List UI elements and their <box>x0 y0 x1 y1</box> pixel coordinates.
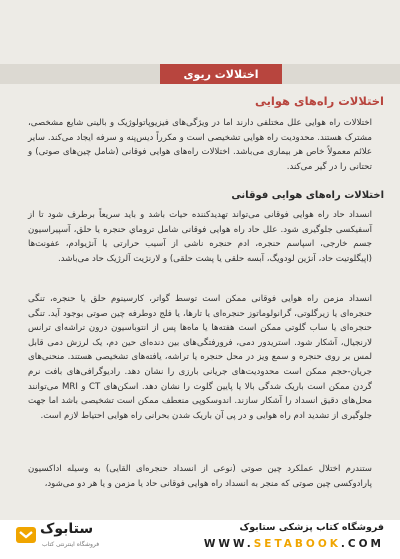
setabook-logo-icon <box>14 523 38 547</box>
paragraph-acute-obstruction: انسداد حاد راه هوایی فوقانی می‌تواند تهدیدکننده حیات باشد و باید سریعاً برطرف شود تا از آسفیکسی جلوگیری شود. علل حاد راه هوایی فوقانی شامل تروماي حنجره یا حلق، آسپیراسیون جسم خارجی، اسپاسم حنجره، ادم حنجره ناشی از آسیب حرارتی یا آنژیوادم، عفونت‌ها (اپیگلوتیت حاد، آنژین لودویگ، آبسه حلقی یا پشت حلقی) و لارنژیت آلرژیک حاد می‌باشد. <box>28 210 372 264</box>
url-domain: SETABOOK <box>253 538 341 550</box>
url-prefix: WWW. <box>203 538 254 550</box>
paragraph-vocal-cord-dysfunction: ستندرم اختلال عملکرد چین صوتی (نوعی از انسداد حنجره‌ای القایی) به وسیله اداکسیون پارادوکسی چین صوتی که منجر به انسداد راه هوایی فوقانی حاد یا مزمن و یا هر دو می‌شود، <box>28 464 372 489</box>
logo-text: ستابوک <box>40 521 94 537</box>
store-title: فروشگاه کتاب پزشکی ستابوک <box>239 522 384 533</box>
paragraph-chronic-obstruction: انسداد مزمن راه هوایی فوقانی ممکن است توسط گواتر، کارسینوم حلق یا حنجره، تنگی حنجره‌ای یا زیرگلوتی، گرانولوماتوز حنجره‌ای یا تارها، یا فلج دوطرفه چین صوتی بوجود آید. تنگی حنجره‌ای یا ساب گلوتی ممکن است هفته‌ها یا ماه‌ها پس از انتوباسیون درون تراشه‌ای ترانس لارنجیال، آشکار شود. استریدور دمی، فرورفتگی‌های بین دنده‌ای حین دم، یک لرزش دمی قابل لمس بر روی حنجره و سمع ویز در محل حنجره یا تراشه، یافته‌های تشخیصی هستند. منحنی‌های جریان-حجم ممکن است محدودیت‌های جریانی بارزی را نشان دهد. رادیوگرافی‌های بافت نرم گردن ممکن است باریک شدگی بالا یا پایین گلوت را نشان دهد. اسکن‌های CT و MRI می‌توانند محل‌های دقیق انسداد را آشکار سازند. اندوسکوپی منعطف ممکن است تشخیصی باشد اما جهت جلوگیری از تشدید ادم راه هوایی و در پی آن باریک شدن بحرانی راه هوایی احتیاط لازم است. <box>28 294 372 421</box>
intro-paragraph: اختلالات راه هوایی علل مختلفی دارند اما در ویژگی‌های فیزیوپاتولوژیک و بالینی شایع مشخصی، مشترک هستند. محدودیت راه هوایی تشخیصی است و مکرراً دیس‌پنه و سرفه ایجاد می‌کند. سایر علائم معمولاً خاص هر بیماری می‌باشد. اختلالات راه‌های هوایی فوقانی (شامل چین‌های صوتی) و تحتانی را در گیر می‌کند. <box>28 118 372 172</box>
logo-subtitle: فروشگاه اینترنتی کتاب <box>42 541 100 548</box>
subsection-title: اختلالات راه‌های هوایی فوقانی <box>231 190 384 201</box>
store-url[interactable] <box>204 538 384 550</box>
chapter-banner-title: اختلالات ریوی <box>160 64 282 84</box>
section-title: اختلالات راه‌های هوایی <box>254 94 384 108</box>
url-suffix: .COM <box>340 538 384 550</box>
